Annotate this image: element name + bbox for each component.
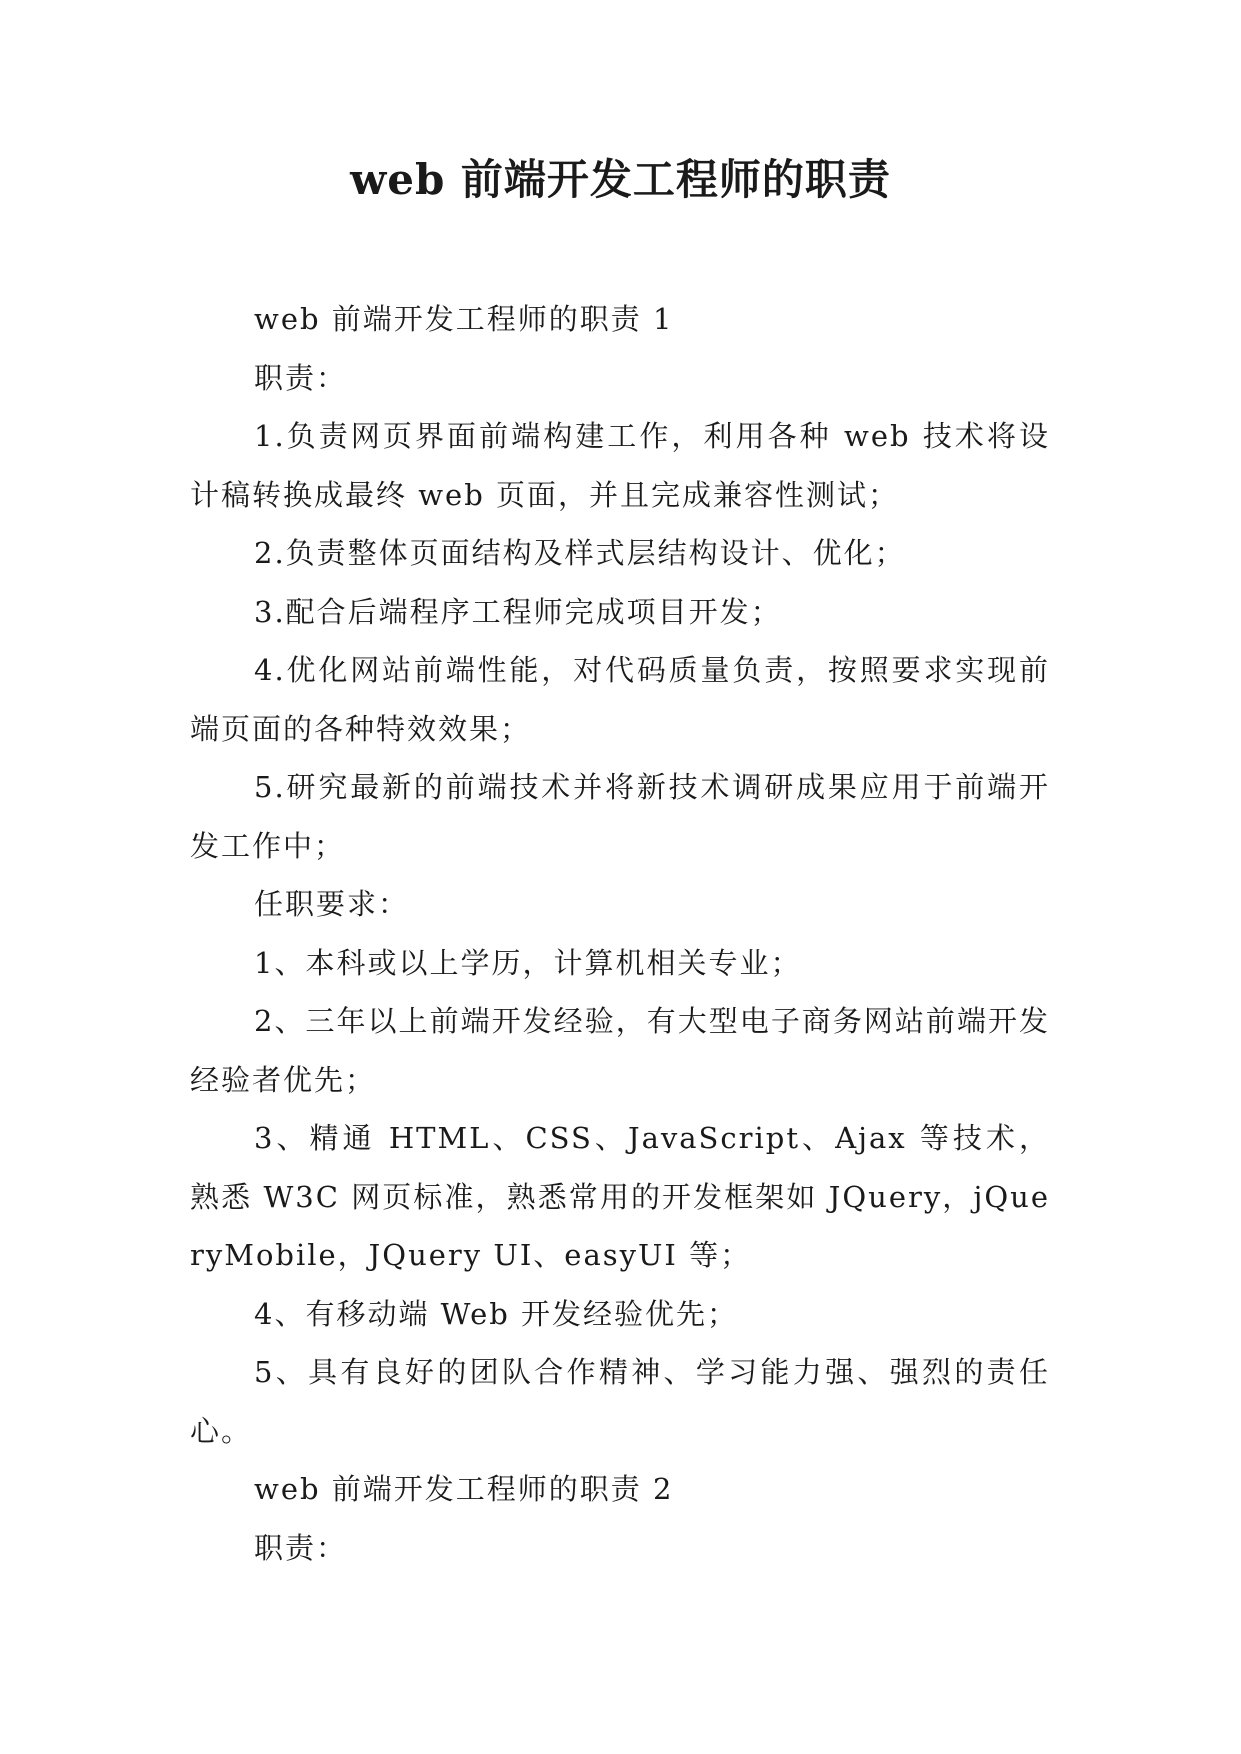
requirements-label: 任职要求： [254,887,410,921]
duty-item-2: 2.负责整体页面结构及样式层结构设计、优化； [254,536,906,570]
document-title: web 前端开发工程师的职责 [350,155,891,204]
requirement-item-4: 4、有移动端 Web 开发经验优先； [254,1296,739,1331]
document-body [190,290,1050,1577]
duty-item-1: 1.负责网页界面前端构建工作，利用各种 web 技术将设计稿转换成最终 web 页面，并且完成兼容性测试； [190,419,1050,512]
section-heading-1: web 前端开发工程师的职责 1 [254,302,674,336]
section-heading-2: web 前端开发工程师的职责 2 [254,1472,674,1506]
duties-label: 职责： [254,360,348,395]
duty-item-4: 4.优化网站前端性能，对代码质量负责，按照要求实现前端页面的各种特效效果； [190,653,1050,746]
duty-item-3: 3.配合后端程序工程师完成项目开发； [254,594,782,629]
requirement-item-1: 1、本科或以上学历，计算机相关专业； [254,945,802,980]
requirement-item-2: 2、三年以上前端开发经验，有大型电子商务网站前端开发经验者优先； [190,1004,1050,1097]
duty-item-5: 5.研究最新的前端技术并将新技术调研成果应用于前端开发工作中； [190,770,1050,863]
duties-label-2: 职责： [254,1530,348,1565]
requirement-item-3: 3、精通 HTML、CSS、JavaScript、Ajax 等技术，熟悉 W3C 网页标准，熟悉常用的开发框架如 JQuery，jQueryMobile，JQuery UI、easyUI 等； [190,1121,1050,1272]
requirement-item-5: 5、具有良好的团队合作精神、学习能力强、强烈的责任心。 [190,1355,1050,1448]
